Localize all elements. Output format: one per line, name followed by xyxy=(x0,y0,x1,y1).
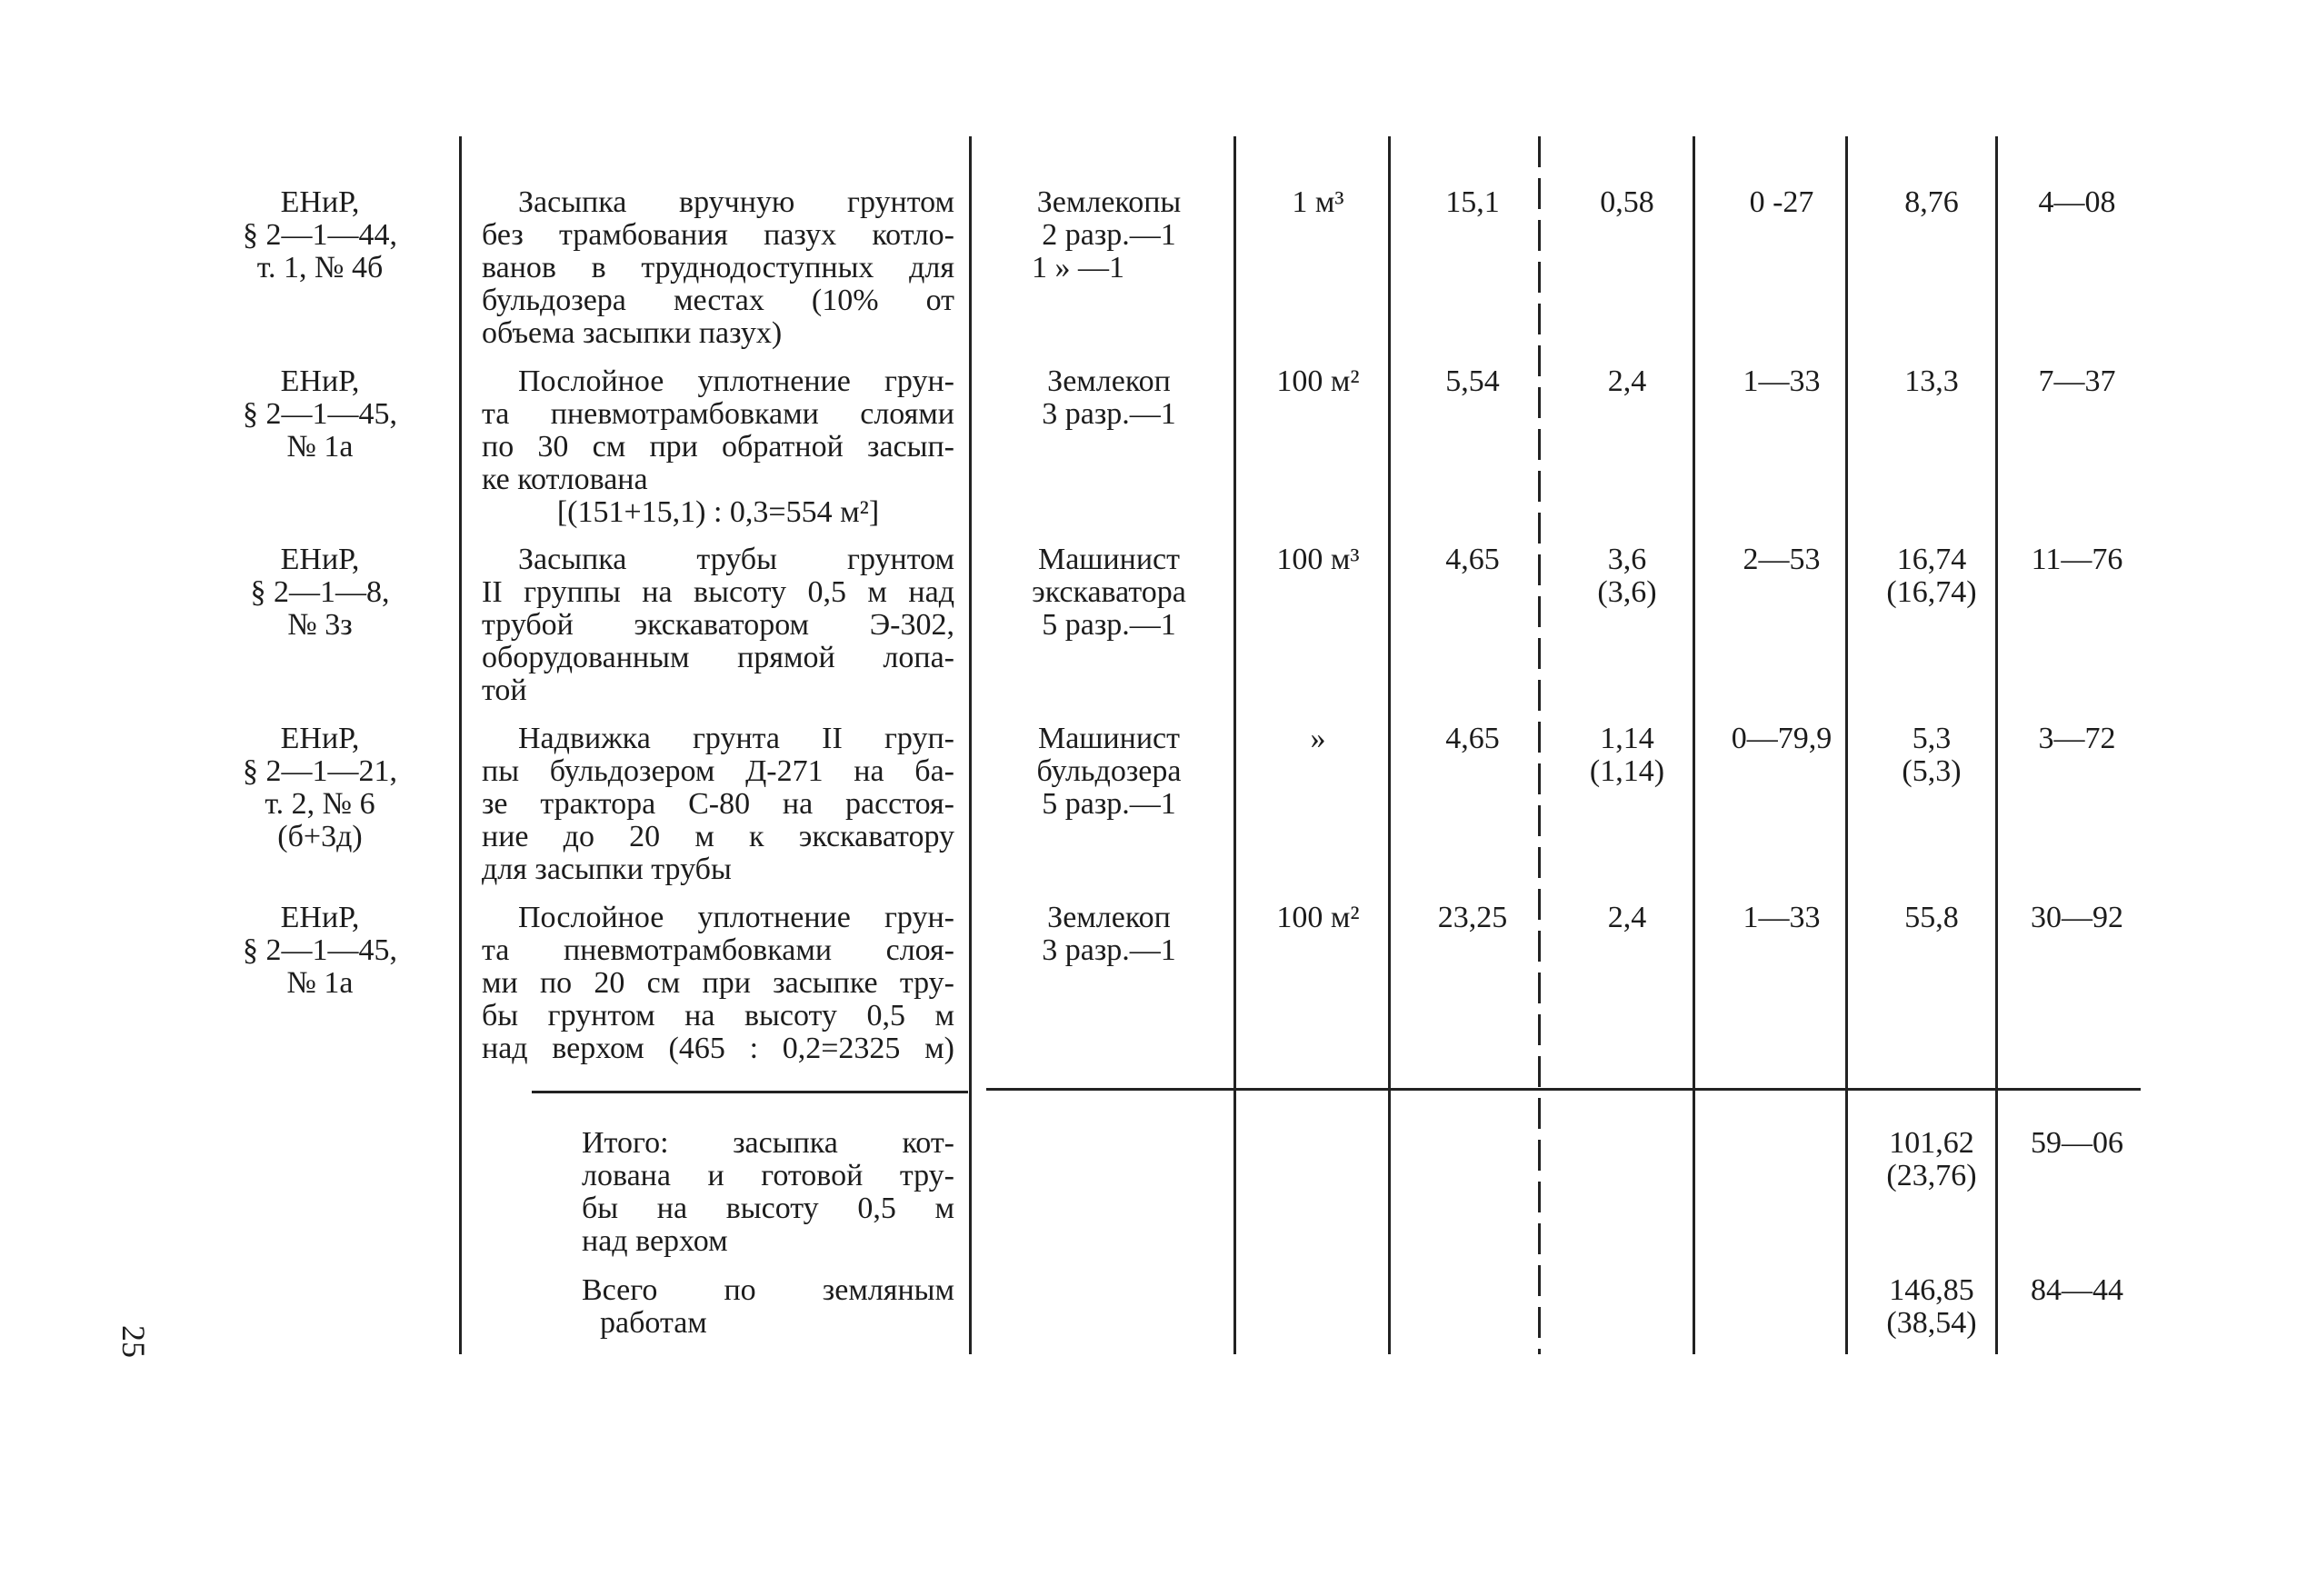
time-norm: 3,6 (3,6) xyxy=(1597,543,1657,609)
worker-category: Машинист бульдозера 5 разр.—1 xyxy=(1036,722,1182,821)
column-rule xyxy=(969,136,972,1354)
norm-reference: ЕНиР, § 2—1—8, № 3з xyxy=(250,543,390,642)
subtotal-label: Итого: засыпка кот- лована и готовой тру- бы на высоту 0,5 м над верхом xyxy=(582,1126,954,1258)
subtotal-sum: 59—06 xyxy=(2031,1126,2123,1160)
norm-reference: ЕНиР, § 2—1—45, № 1а xyxy=(243,364,397,464)
page-number: 25 xyxy=(115,1325,152,1358)
worker-category: Землекоп 3 разр.—1 xyxy=(1042,901,1176,967)
worker-category: Машинист экскаватора 5 разр.—1 xyxy=(1032,543,1186,642)
rate: 1—33 xyxy=(1743,364,1821,398)
work-volume: 4,65 xyxy=(1445,722,1500,755)
measurement-unit: 1 м³ xyxy=(1292,185,1344,219)
worker-category: Землекопы 2 разр.—1 1 » —1 xyxy=(1032,185,1182,284)
work-volume: 23,25 xyxy=(1437,901,1508,934)
total-hours: 146,85 (38,54) xyxy=(1886,1273,1977,1340)
rate: 1—33 xyxy=(1743,901,1821,934)
wage-sum: 4—08 xyxy=(2038,185,2116,219)
labor-hours: 55,8 xyxy=(1904,901,1959,934)
rate: 0—79,9 xyxy=(1731,722,1833,755)
work-volume: 4,65 xyxy=(1445,543,1500,576)
time-norm: 1,14 (1,14) xyxy=(1589,722,1665,788)
work-description: Послойное уплотнение грун- та пневмотрамбовками слоями по 30 см при обратной засып- ке котлована [(151+15,1) : 0,3=554 м²] xyxy=(482,364,954,529)
labor-hours: 5,3 (5,3) xyxy=(1902,722,1962,788)
subtotal-hours: 101,62 (23,76) xyxy=(1886,1126,1977,1192)
wage-sum: 7—37 xyxy=(2038,364,2116,398)
work-description: Послойное уплотнение грун- та пневмотрамбовками слоя- ми по 20 см при засыпке тру- бы грунтом на высоту 0,5 м над верхом (465 : 0,2=2325 м) xyxy=(482,901,954,1065)
totals-rule xyxy=(532,1091,968,1093)
worker-category: Землекоп 3 разр.—1 xyxy=(1042,364,1176,431)
time-norm: 0,58 xyxy=(1600,185,1654,219)
labor-hours: 13,3 xyxy=(1904,364,1959,398)
total-label: Всего по земляным работам xyxy=(582,1273,954,1340)
wage-sum: 30—92 xyxy=(2031,901,2123,934)
measurement-unit: 100 м² xyxy=(1276,364,1360,398)
norm-reference: ЕНиР, § 2—1—21, т. 2, № 6 (б+3д) xyxy=(243,722,397,853)
totals-rule xyxy=(986,1088,2141,1091)
rate: 2—53 xyxy=(1743,543,1821,576)
work-volume: 15,1 xyxy=(1445,185,1500,219)
wage-sum: 3—72 xyxy=(2038,722,2116,755)
labor-hours: 8,76 xyxy=(1904,185,1959,219)
rate: 0 -27 xyxy=(1749,185,1814,219)
measurement-unit: 100 м² xyxy=(1276,901,1360,934)
column-rule xyxy=(459,136,462,1354)
labor-hours: 16,74 (16,74) xyxy=(1886,543,1977,609)
work-volume: 5,54 xyxy=(1445,364,1500,398)
measurement-unit: » xyxy=(1310,722,1326,755)
work-description: Засыпка вручную грунтом без трамбования пазух котло- ванов в труднодоступных для бульдозера местах (10% от объема засыпки пазух) xyxy=(482,185,954,350)
norm-reference: ЕНиР, § 2—1—45, № 1а xyxy=(243,901,397,1000)
measurement-unit: 100 м³ xyxy=(1276,543,1360,576)
time-norm: 2,4 xyxy=(1607,901,1647,934)
work-description: Засыпка трубы грунтом II группы на высоту 0,5 м над трубой экскаватором Э-302, оборудованным прямой лопа- той xyxy=(482,543,954,707)
work-description: Надвижка грунта II груп- пы бульдозером Д-271 на ба- зе трактора С-80 на расстоя- ние до 20 м к экскаватору для засыпки трубы xyxy=(482,722,954,886)
time-norm: 2,4 xyxy=(1607,364,1647,398)
wage-sum: 11—76 xyxy=(2031,543,2123,576)
norm-reference: ЕНиР, § 2—1—44, т. 1, № 4б xyxy=(243,185,397,284)
total-sum: 84—44 xyxy=(2031,1273,2123,1307)
